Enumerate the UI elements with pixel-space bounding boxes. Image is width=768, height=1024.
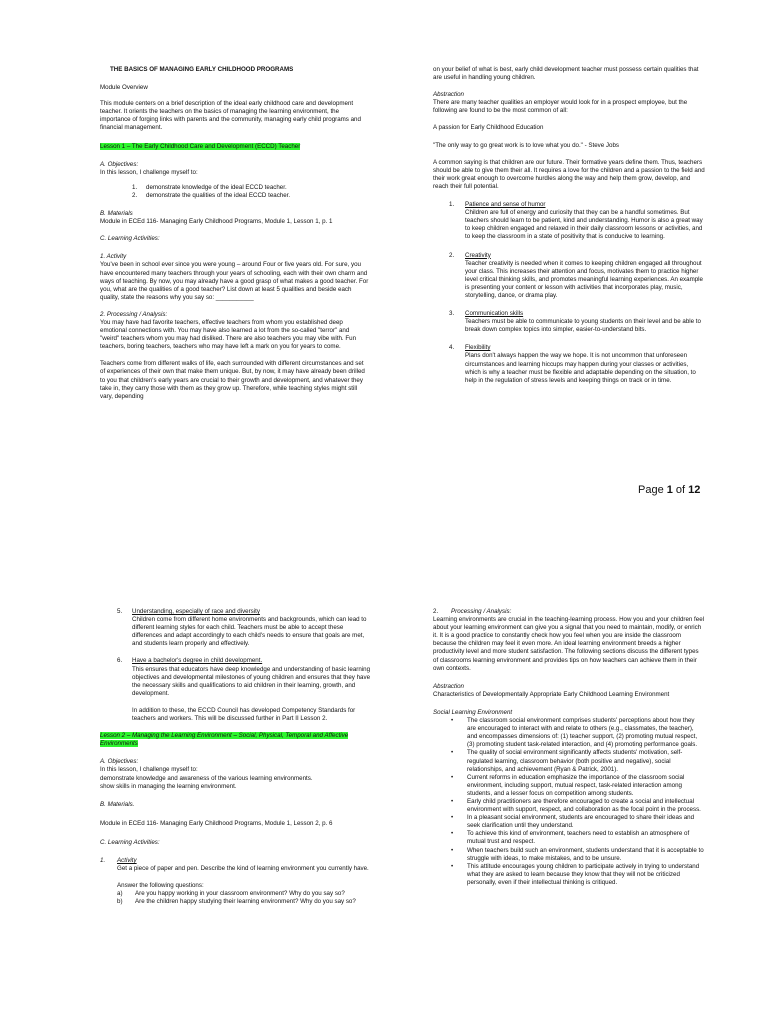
p2-abstraction-text: Characteristics of Developmentally Appropriate Early Childhood Learning Environment <box>433 690 670 698</box>
bullet-mark: • <box>451 717 454 725</box>
passion-heading: A passion for Early Childhood Education <box>433 124 544 132</box>
quality-degree: 6. Have a bachelor's degree in child development. This ensures that educators have deep knowledge and understanding of basic learning objectives and developmental milestones of young children and ensures that they have the necessary skills and qualifications to aid children in their learning, growth, and development. In addition to these, the ECCD Council has developed Competency Standards for teachers and workers. This will be discussed further in Part II Lesson 2. <box>117 657 371 723</box>
bullet-mark: • <box>451 773 454 781</box>
lesson2-heading <box>100 732 372 748</box>
bullet-mark: • <box>451 814 454 822</box>
p1-right-column <box>433 66 705 385</box>
right-intro-text: on your belief of what is best, early child development teacher must possess certain qualities that are useful in handling young children. <box>433 66 699 82</box>
bullet-mark: • <box>451 846 454 854</box>
answer-intro: Answer the following questions: <box>117 882 204 890</box>
p1-left-column <box>100 66 370 401</box>
p2-left-column <box>100 608 372 906</box>
lesson2-highlight: Lesson 2 – Managing the Learning Environment – Social, Physical, Temporal and Affective Environments <box>100 732 349 748</box>
p2-activities-heading: C. Learning Activities: <box>100 838 160 846</box>
bullet-text: The quality of social environment significantly affects students' motivation, self-regulated learning, classroom behavior (both positive and negative), social relationships, and achievement (Ryan & Patrick, 2001). <box>467 749 683 773</box>
abstraction-text: There are many teacher qualities an employer would look for in a prospect employee, but the following are found to be the most common of all: <box>433 99 688 115</box>
p2-objectives-intro: In this lesson, I challenge myself to: <box>100 766 198 774</box>
objectives-intro: In this lesson, I challenge myself to: <box>100 168 198 176</box>
eccd-council-text: In addition to these, the ECCD Council has developed Competency Standards for teachers and workers. This will be discussed further in Part II Lesson 2. <box>132 706 356 723</box>
lesson1-heading <box>100 143 370 151</box>
materials-text: Module in ECEd 116- Managing Early Childhood Programs, Module 1, Lesson 1, p. 1 <box>100 218 333 226</box>
p2-objective-2: show skills in managing the learning environment. <box>100 782 237 790</box>
bullet-mark: • <box>451 862 454 870</box>
walks-of-life-text: Teachers come from different walks of life, each surrounded with different circumstances and set of experiences of their own that make them unique. But, by now, it may have already been drilled to you that children's early years are crucial to their growth and development, and whatever they take in, they carry those with them as they grow up. Therefore, while teaching styles might still vary, depending <box>100 360 365 400</box>
p2-objective-1: demonstrate knowledge and awareness of the various learning environments. <box>100 774 313 782</box>
p2-right-column <box>433 608 705 887</box>
social-env-heading: Social Learning Environment <box>433 708 513 716</box>
quality-patience: 1. Patience and sense of humor Children are full of energy and curiosity that they can be a handful sometimes. But teachers should learn to be patient, kind and understanding. Humor is also a great way to keep children engaged and relaxed in their daily classroom lessons or activities, and to keep the classroom in a state of positivity that is conducive to learning. <box>449 201 703 241</box>
document-title: THE BASICS OF MANAGING EARLY CHILDHOOD PROGRAMS <box>110 66 294 73</box>
p2-materials-text: Module in ECEd 116- Managing Early Childhood Programs, Module 1, Lesson 2, p. 6 <box>100 819 333 827</box>
bullet-mark: • <box>451 749 454 757</box>
common-saying-text: A common saying is that children are our future. Their formative years define them. Thus, teachers should be able to give them their all. It requires a love for the children and a passion to the field and their work great enough to overcome hurdles along the way and help them grow, develop, and reach their full potential. <box>433 158 705 190</box>
list-item <box>451 863 705 887</box>
bullet-text: To achieve this kind of environment, teachers need to establish an atmosphere of mutual trust and respect. <box>467 830 690 846</box>
list-item <box>451 798 705 814</box>
learning-activities-heading: C. Learning Activities: <box>100 235 160 243</box>
bullet-mark: • <box>451 830 454 838</box>
quality-communication: 3. Communication skills Teachers must be able to communicate to young students on their level and be able to break down complex topics into simpler, easier-to-understand bits. <box>449 310 701 334</box>
list-item: 2. demonstrate the qualities of the ideal ECCD teacher. <box>132 191 291 199</box>
activity-heading: 1. Activity <box>100 253 127 261</box>
activity-text: You've been in school ever since you were young – around Four or five years old. For sure, you have encountered many teachers through your years of schooling, each with their own charm and ways of teaching. By now, you may already have a good grasp of what makes a good teacher. For you, what are the qualities of a good teacher? List down at least 5 qualities and beside each quality, state the reasons why you say so: ___________ <box>100 261 369 301</box>
quality-flexibility: 4. Flexibility Plans don't always happen the way we hope. It is not uncommon that unforeseen circumstances and learning hiccups may happen during your classes or activities, which is why a teacher must be flexible and adaptable depending on the situation, to help in the regulation of stress levels and keeping things on track or in time. <box>449 344 696 384</box>
p2-processing-heading: 2. Processing / Analysis: <box>433 608 512 615</box>
question-a: a) Are you happy working in your classroom environment? Why do you say so? <box>117 890 345 898</box>
processing-heading: 2. Processing / Analysis: <box>100 310 168 318</box>
page-number: Page 1 of 12 <box>638 484 701 496</box>
objectives-list <box>100 184 370 200</box>
bullet-text: This attitude encourages young children to participate actively in trying to understand what they are asked to learn because they know that they will not be criticized personally, even if their intellectual thinking is critiqued. <box>467 862 700 886</box>
abstraction-heading: Abstraction <box>433 91 464 99</box>
bullet-text: When teachers build such an environment, students understand that it is acceptable to struggle with ideas, to make mistakes, and to be unsure. <box>467 846 704 862</box>
materials-heading: B. Materials <box>100 210 133 218</box>
p2-objectives-heading: A. Objectives: <box>100 758 139 766</box>
bullet-text: The classroom social environment comprises students' perceptions about how they are encouraged to interact with and relate to others (e.g., classmates, the teacher), and encompasses dimensions of: (1) teacher support, (2) promoting mutual respect, (3) promoting student task-related interaction, and (4) promoting performance goals. <box>467 717 698 749</box>
quality-understanding: 5. Understanding, especially of race and diversity Children come from different home environments and backgrounds, which can lead to different learning styles for each child. Teachers must be able to accept these differences and adapt accordingly to each child's needs to ensure that goals are met, and students learn properly and effectively. <box>117 608 367 648</box>
overview-paragraph: This module centers on a brief description of the ideal early childhood care and development teacher. It orients the teachers on the basics of managing the learning environment, the importance of forging links with parents and the community, managing early child programs and financial management. <box>100 100 361 132</box>
quality-creativity: 2. Creativity Teacher creativity is needed when it comes to keeping children engaged all throughout your class. This increases their attention and focus, motivates them to practice higher level critical thinking skills, and promotes meaningful learning experiences. An example is presenting your content or lesson with activities that incorporates play, music, storytelling, dance, or drama play. <box>449 251 703 299</box>
p2-activity: 1. Activity Get a piece of paper and pen. Describe the kind of learning environment you currently have. Answer the following questions: a) Are you happy working in your classroom environment? Why do you say so? b) Are the children happy studying their learning environment? Why do you say so? <box>100 856 369 906</box>
p2-abstraction-heading: Abstraction <box>433 682 464 690</box>
module-overview-heading: Module Overview <box>100 84 148 92</box>
question-b: b) Are the children happy studying their learning environment? Why do you say so? <box>117 898 356 906</box>
lesson1-highlight: Lesson 1 – The Early Childhood Care and Development (ECCD) Teacher <box>100 142 301 150</box>
processing-text: You may have had favorite teachers, effective teachers from whom you established deep emotional connections with. You may have also learned a lot from the so-called "terror" and "weird" teachers whom you may had disliked. There are also teachers you may vibe with. Fun teachers, boring teachers, teachers who may have left a mark on you for years to come. <box>100 318 357 351</box>
bullet-text: Current reforms in education emphasize the importance of the classroom social environment, including support, mutual respect, task-related interaction among students, and a lesser focus on competition among students. <box>467 773 685 797</box>
list-item: 1. demonstrate knowledge of the ideal ECCD teacher. <box>132 183 287 191</box>
p2-materials-heading: B. Materials. <box>100 800 135 808</box>
list-item <box>451 717 705 749</box>
list-item <box>451 830 705 846</box>
list-item <box>451 774 705 798</box>
quote-text: "The only way to go great work is to love what you do." - Steve Jobs <box>433 141 619 149</box>
objectives-heading: A. Objectives: <box>100 160 139 168</box>
bullet-text: Early child practitioners are therefore encouraged to create a social and intellectual environment with support, respect, and collaboration as the focal point in the process. <box>467 797 701 814</box>
p2-processing-text: Learning environments are crucial in the teaching-learning process. How you and your children feel about your learning environment can give you a signal that you need to maintain, modify, or enrich it. It is a good practice to constantly check how you feel when you are inside the classroom because the children may feel it even more. An ideal learning environment breeds a higher productivity level and more student satisfaction. The following sections discuss the different types of classrooms learning environment and provides tips on how teachers can achieve them in their own contexts. <box>433 616 705 672</box>
social-env-list <box>433 717 705 887</box>
list-item <box>451 749 705 773</box>
p2-activity-text: Get a piece of paper and pen. Describe the kind of learning environment you currently have. <box>117 865 369 873</box>
bullet-text: In a pleasant social environment, students are encouraged to share their ideas and seek clarification until they understand. <box>467 814 695 830</box>
list-item <box>451 847 705 863</box>
list-item <box>451 814 705 830</box>
bullet-mark: • <box>451 797 454 805</box>
